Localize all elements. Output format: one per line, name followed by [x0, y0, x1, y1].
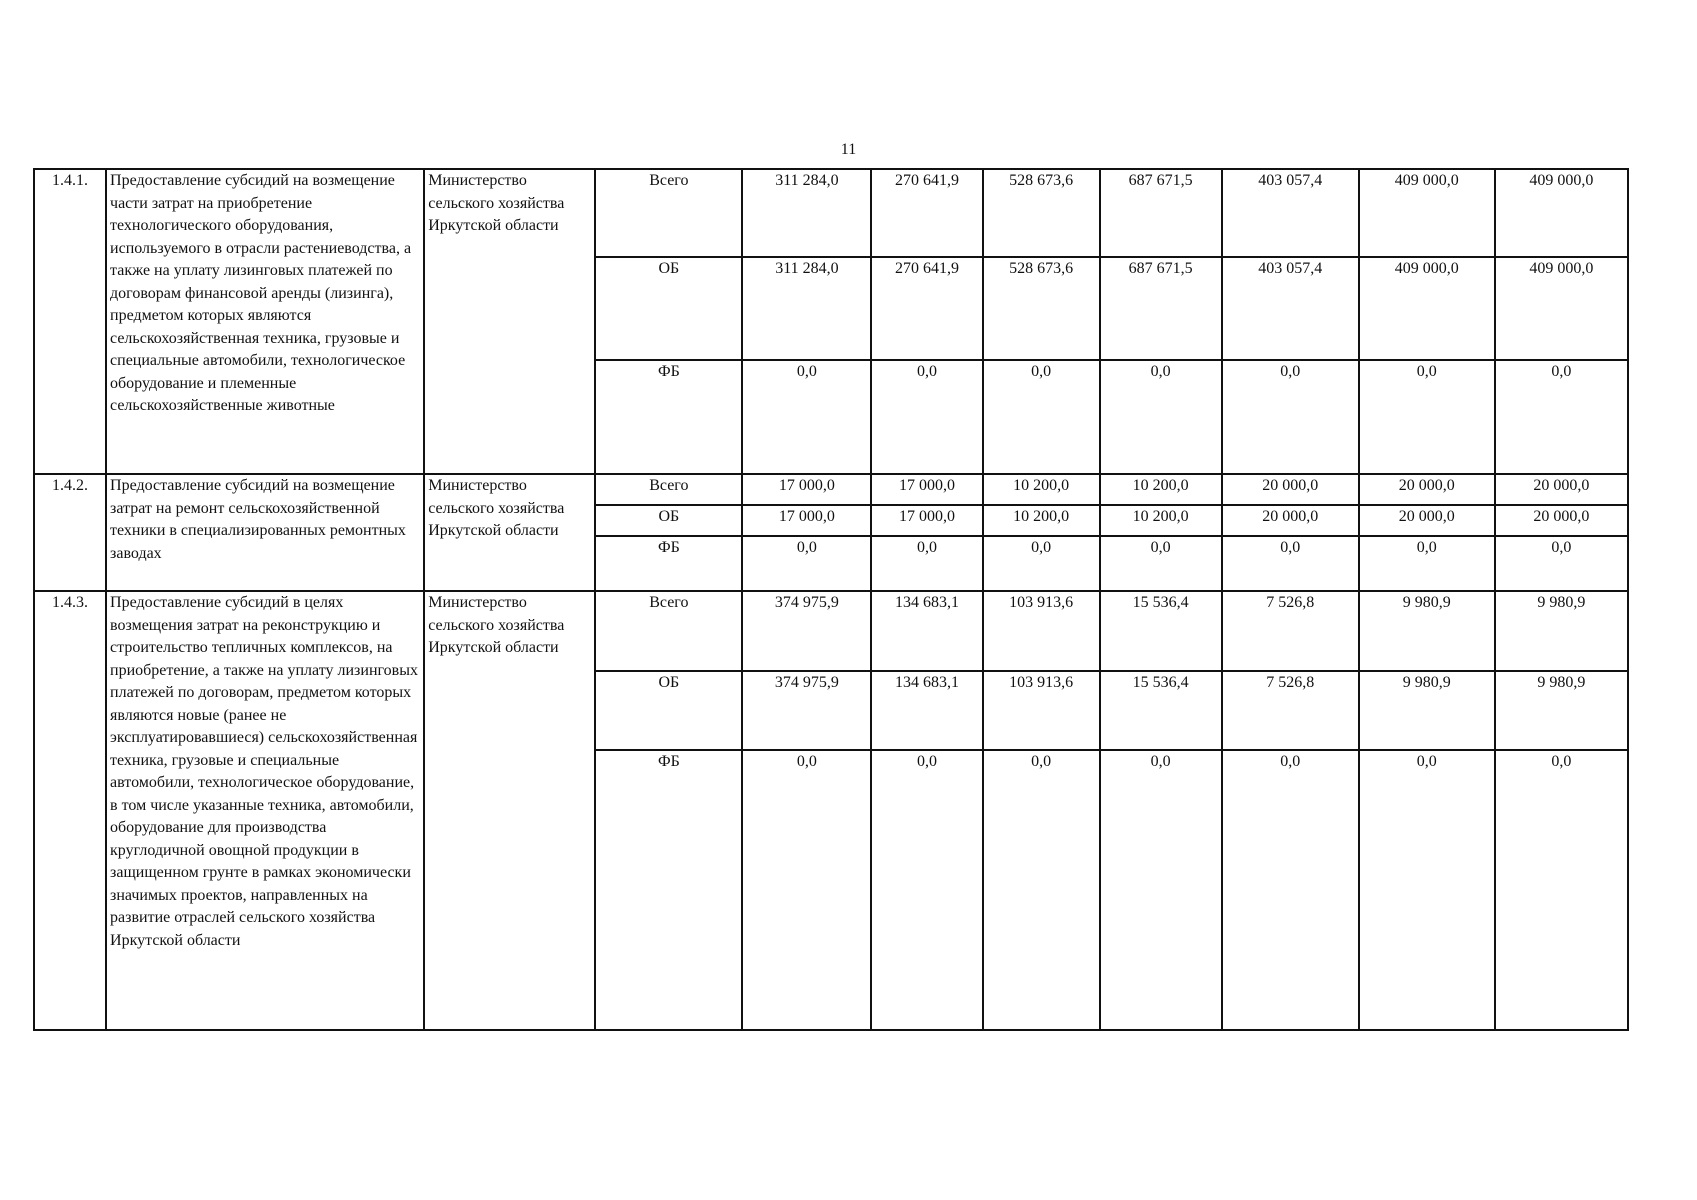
value-cell: 103 913,6 — [983, 591, 1100, 671]
table-row — [34, 474, 1628, 505]
item-description: Предоставление субсидий на возмещение затрат на ремонт сельскохозяйственной техники в специализированных ремонтных заводах — [106, 474, 424, 591]
value-cell: 0,0 — [983, 536, 1100, 591]
value-cell: 0,0 — [1359, 750, 1495, 1030]
funding-source: ОБ — [595, 257, 742, 360]
value-cell: 0,0 — [1495, 360, 1628, 474]
value-cell: 270 641,9 — [871, 169, 982, 257]
item-number: 1.4.1. — [34, 169, 106, 474]
value-cell: 7 526,8 — [1222, 591, 1359, 671]
page-number: 11 — [840, 141, 857, 158]
funding-source: Всего — [595, 474, 742, 505]
value-cell: 20 000,0 — [1495, 474, 1628, 505]
responsible-executor: Министерство сельского хозяйства Иркутской области — [424, 169, 595, 474]
item-number: 1.4.3. — [34, 591, 106, 1030]
value-cell: 9 980,9 — [1359, 591, 1495, 671]
value-cell: 0,0 — [983, 360, 1100, 474]
value-cell: 0,0 — [1100, 360, 1222, 474]
value-cell: 103 913,6 — [983, 671, 1100, 750]
value-cell: 403 057,4 — [1222, 257, 1359, 360]
value-cell: 20 000,0 — [1222, 505, 1359, 536]
value-cell: 134 683,1 — [871, 591, 982, 671]
value-cell: 403 057,4 — [1222, 169, 1359, 257]
value-cell: 687 671,5 — [1100, 257, 1222, 360]
value-cell: 10 200,0 — [983, 474, 1100, 505]
table-row — [34, 169, 1628, 257]
funding-source: Всего — [595, 591, 742, 671]
value-cell: 17 000,0 — [742, 505, 871, 536]
table-row — [34, 591, 1628, 671]
value-cell: 0,0 — [1100, 536, 1222, 591]
value-cell: 0,0 — [1359, 360, 1495, 474]
value-cell: 409 000,0 — [1495, 257, 1628, 360]
value-cell: 374 975,9 — [742, 671, 871, 750]
value-cell: 20 000,0 — [1495, 505, 1628, 536]
value-cell: 20 000,0 — [1222, 474, 1359, 505]
item-description: Предоставление субсидий на возмещение части затрат на приобретение технологического оборудования, используемого в отрасли растениеводства, а также на уплату лизинговых платежей по договорам финансовой аренды (лизинга), предметом которых являются сельскохозяйственная техника, грузовые и специальные автомобили, технологическое оборудование и племенные сельскохозяйственные животные — [106, 169, 424, 474]
value-cell: 0,0 — [742, 360, 871, 474]
responsible-executor: Министерство сельского хозяйства Иркутской области — [424, 474, 595, 591]
value-cell: 0,0 — [742, 750, 871, 1030]
value-cell: 528 673,6 — [983, 257, 1100, 360]
value-cell: 0,0 — [1495, 536, 1628, 591]
value-cell: 0,0 — [1222, 536, 1359, 591]
value-cell: 20 000,0 — [1359, 505, 1495, 536]
value-cell: 17 000,0 — [871, 474, 982, 505]
value-cell: 134 683,1 — [871, 671, 982, 750]
funding-source: ФБ — [595, 750, 742, 1030]
value-cell: 9 980,9 — [1495, 591, 1628, 671]
value-cell: 9 980,9 — [1359, 671, 1495, 750]
budget-table — [33, 168, 1629, 1031]
item-description: Предоставление субсидий в целях возмещения затрат на реконструкцию и строительство тепличных комплексов, на приобретение, а также на уплату лизинговых платежей по договорам, предметом которых являются новые (ранее не эксплуатировавшиеся) сельскохозяйственная техника, грузовые и специальные автомобили, технологическое оборудование, в том числе указанные техника, автомобили, оборудование для производства круглодичной овощной продукции в защищенном грунте в рамках экономически значимых проектов, направленных на развитие отраслей сельского хозяйства Иркутской области — [106, 591, 424, 1030]
value-cell: 0,0 — [871, 750, 982, 1030]
value-cell: 0,0 — [1100, 750, 1222, 1030]
value-cell: 20 000,0 — [1359, 474, 1495, 505]
value-cell: 270 641,9 — [871, 257, 982, 360]
value-cell: 9 980,9 — [1495, 671, 1628, 750]
value-cell: 0,0 — [1222, 750, 1359, 1030]
value-cell: 687 671,5 — [1100, 169, 1222, 257]
funding-source: ФБ — [595, 536, 742, 591]
value-cell: 10 200,0 — [1100, 474, 1222, 505]
funding-source: ОБ — [595, 671, 742, 750]
value-cell: 0,0 — [983, 750, 1100, 1030]
value-cell: 10 200,0 — [983, 505, 1100, 536]
item-number: 1.4.2. — [34, 474, 106, 591]
responsible-executor: Министерство сельского хозяйства Иркутской области — [424, 591, 595, 1030]
funding-source: ФБ — [595, 360, 742, 474]
value-cell: 409 000,0 — [1359, 169, 1495, 257]
value-cell: 15 536,4 — [1100, 671, 1222, 750]
value-cell: 0,0 — [871, 360, 982, 474]
value-cell: 528 673,6 — [983, 169, 1100, 257]
funding-source: ОБ — [595, 505, 742, 536]
value-cell: 311 284,0 — [742, 169, 871, 257]
value-cell: 374 975,9 — [742, 591, 871, 671]
value-cell: 10 200,0 — [1100, 505, 1222, 536]
value-cell: 311 284,0 — [742, 257, 871, 360]
value-cell: 17 000,0 — [871, 505, 982, 536]
value-cell: 0,0 — [1495, 750, 1628, 1030]
value-cell: 0,0 — [1222, 360, 1359, 474]
value-cell: 409 000,0 — [1495, 169, 1628, 257]
value-cell: 15 536,4 — [1100, 591, 1222, 671]
value-cell: 17 000,0 — [742, 474, 871, 505]
funding-source: Всего — [595, 169, 742, 257]
value-cell: 0,0 — [742, 536, 871, 591]
value-cell: 409 000,0 — [1359, 257, 1495, 360]
value-cell: 0,0 — [1359, 536, 1495, 591]
value-cell: 7 526,8 — [1222, 671, 1359, 750]
value-cell: 0,0 — [871, 536, 982, 591]
